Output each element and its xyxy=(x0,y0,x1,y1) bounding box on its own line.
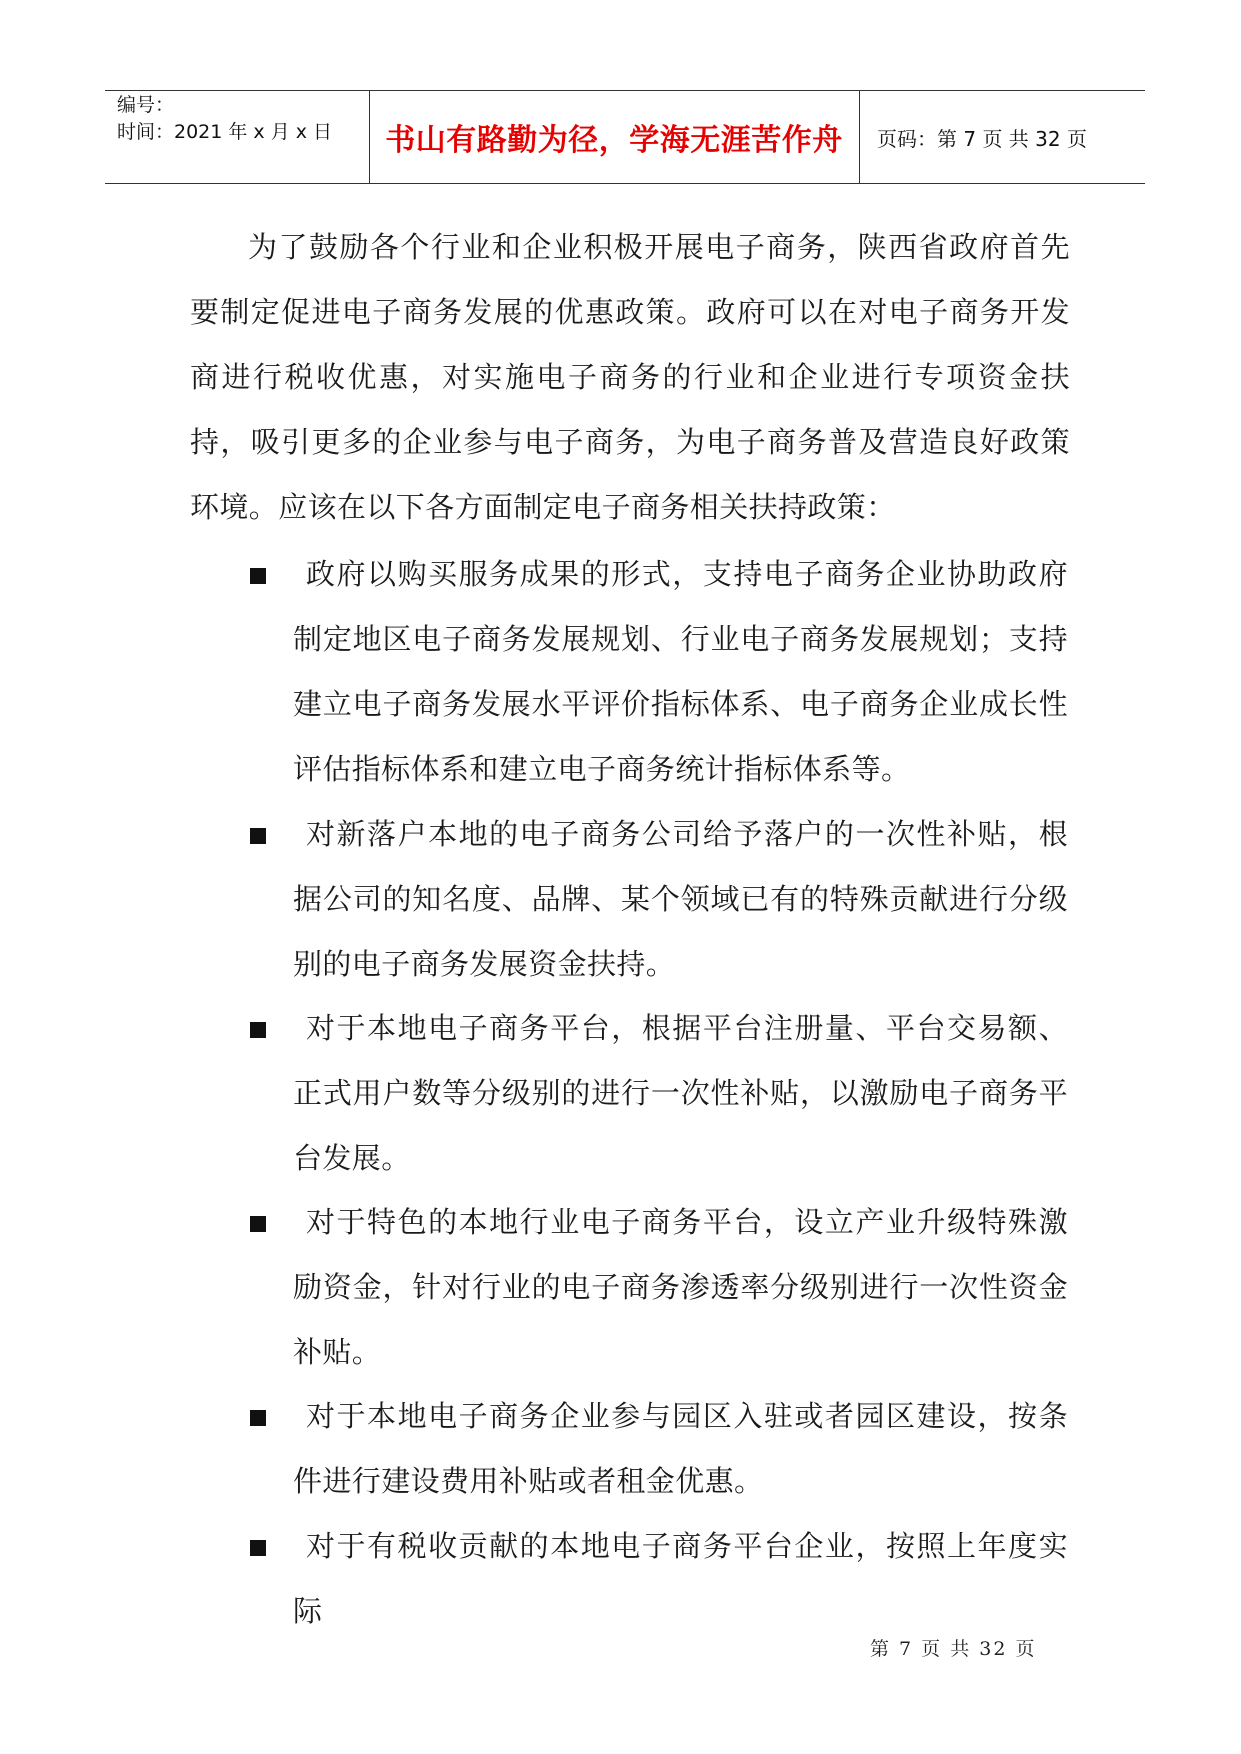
header-left-cell xyxy=(105,91,370,183)
header-motto-cell xyxy=(369,91,860,183)
list-item xyxy=(250,1384,1068,1514)
document-time-label: 时间：2021 年 x 月 x 日 xyxy=(117,121,333,143)
document-number-label: 编号： xyxy=(117,94,175,116)
header-table xyxy=(105,90,1145,184)
list-item-text: 对于有税收贡献的本地电子商务平台企业，按照上年度实际 xyxy=(293,1529,1068,1628)
header-motto: 书山有路勤为径，学海无涯苦作舟 xyxy=(385,123,843,158)
page-footer: 第 7 页 共 32 页 xyxy=(870,1638,1037,1660)
list-item xyxy=(250,1190,1068,1385)
list-item-text: 对于本地电子商务平台，根据平台注册量、平台交易额、正式用户数等分级别的进行一次性补贴，以激励电子商务平台发展。 xyxy=(293,1011,1068,1175)
list-item-text: 对于本地电子商务企业参与园区入驻或者园区建设，按条件进行建设费用补贴或者租金优惠。 xyxy=(293,1399,1068,1498)
list-item-text: 政府以购买服务成果的形式，支持电子商务企业协助政府制定地区电子商务发展规划、行业电子商务发展规划；支持建立电子商务发展水平评价指标体系、电子商务企业成长性评估指标体系和建立电子商务统计指标体系等。 xyxy=(293,557,1068,786)
list-item-text: 对于特色的本地行业电子商务平台，设立产业升级特殊激励资金，针对行业的电子商务渗透率分级别进行一次性资金补贴。 xyxy=(293,1205,1068,1369)
intro-paragraph: 为了鼓励各个行业和企业积极开展电子商务，陕西省政府首先要制定促进电子商务发展的优惠政策。政府可以在对电子商务开发商进行税收优惠，对实施电子商务的行业和企业进行专项资金扶持，吸引更多的企业参与电子商务，为电子商务普及营造良好政策环境。应该在以下各方面制定电子商务相关扶持政策： xyxy=(190,230,1070,524)
list-item xyxy=(250,802,1068,997)
list-item xyxy=(250,542,1068,802)
header-page-code: 页码：第 7 页 共 32 页 xyxy=(877,126,1087,151)
list-item-text: 对新落户本地的电子商务公司给予落户的一次性补贴，根据公司的知名度、品牌、某个领域已有的特殊贡献进行分级别的电子商务发展资金扶持。 xyxy=(293,817,1068,981)
list-item xyxy=(250,1514,1068,1644)
list-item xyxy=(250,996,1068,1191)
